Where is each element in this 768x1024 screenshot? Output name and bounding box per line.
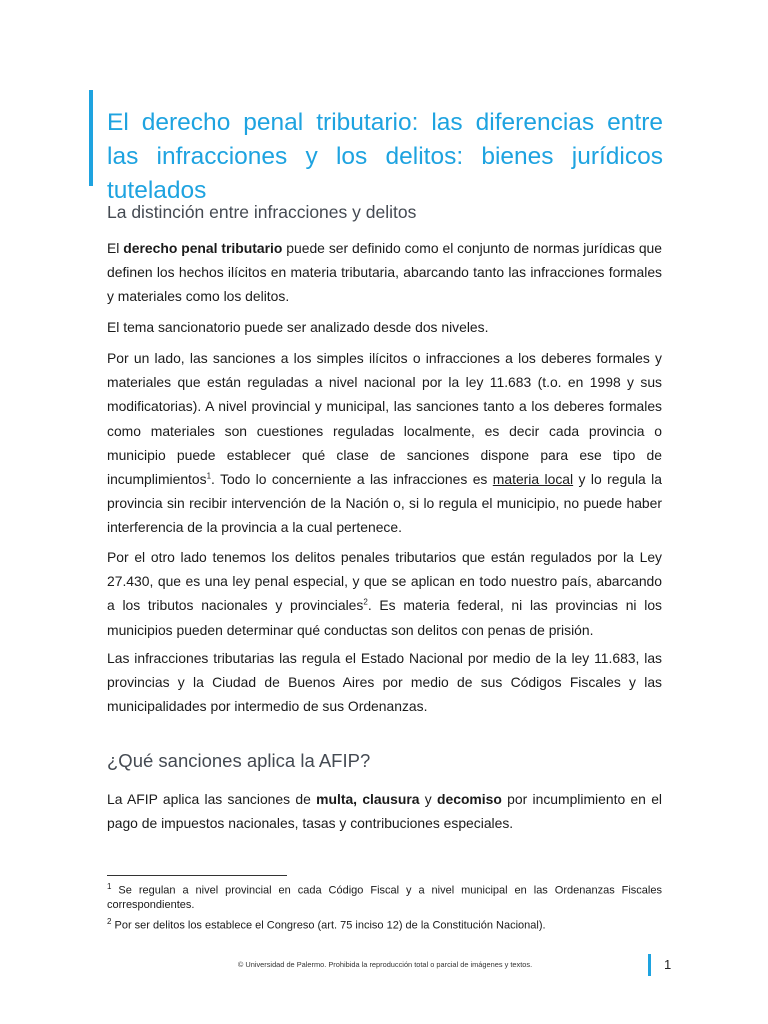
footnote-divider: [107, 875, 287, 876]
section-heading-afip: ¿Qué sanciones aplica la AFIP?: [107, 750, 371, 771]
footer-copyright: © Universidad de Palermo. Prohibida la reproducción total o parcial de imágenes y textos.: [237, 960, 533, 969]
section-heading-distincion: La distinción entre infracciones y delitos: [107, 202, 417, 222]
paragraph-regulacion: Las infracciones tributarias las regula el Estado Nacional por medio de la ley 11.683, las provincias y la Ciudad de Buenos Aires por medio de sus Códigos Fiscales y las municipalidades por intermedio de sus Ordenanzas.: [107, 650, 662, 715]
underlined-term: materia local: [492, 471, 574, 488]
footnote-ref-1[interactable]: 1: [206, 471, 212, 481]
paragraph-infracciones: Por un lado, las sanciones a los simples ilícitos o infracciones a los deberes formales y materiales que están reguladas a nivel nacional por la ley 11.683 (t.o. en 1998 y sus modificatorias). A nivel provincial y municipal, las sanciones tanto a los deberes formales como materiales son cuestiones reguladas localmente, es decir cada provincia o municipio puede establecer qué clase de sanciones dispone para ese tipo de incumplimientos$^1$. Todo lo concerniente a las infracciones es materia local y lo regula la provincia sin recibir intervención de la Nación o, si lo regula el municipio, no puede haber interferencia de la provincia a la cual pertenece.: [107, 350, 662, 536]
page-title: El derecho penal tributario: las diferencias entre las infracciones y los delitos: bienes jurídicos tutelados: [107, 109, 663, 204]
footnote-ref-2[interactable]: 2: [363, 597, 368, 607]
paragraph-sanciones-afip: La AFIP aplica las sanciones de multa, clausura y decomiso por incumplimiento en el pago de impuestos nacionales, tasas y contribuciones especiales.: [107, 791, 663, 832]
paragraph-niveles: El tema sancionatorio puede ser analizado desde dos niveles.: [107, 319, 489, 335]
page-number: 1: [664, 957, 672, 972]
footnotes: [107, 880, 662, 935]
footnote-1: $^1$ Se regulan a nivel provincial en cada Código Fiscal y a nivel municipal en las Ordenanzas Fiscales correspondientes.: [107, 882, 662, 911]
page-number-bar: [648, 954, 651, 976]
footnote-2: $^2$ Por ser delitos los establece el Congreso (art. 75 inciso 12) de la Constitución Nacional).: [107, 916, 546, 932]
bold-term: derecho penal tributario: [123, 240, 283, 256]
title-accent-bar: [89, 90, 93, 186]
paragraph-delitos: Por el otro lado tenemos los delitos penales tributarios que están regulados por la Ley 27.430, que es una ley penal especial, y que se aplican en todo nuestro país, abarcando a los tributos nacionales y provinciales$^2$. Es materia federal, ni las provincias ni los municipios pueden determinar qué conductas son delitos con penas de prisión.: [107, 549, 662, 638]
title-block: [89, 90, 669, 204]
paragraph-definicion: El derecho penal tributario puede ser definido como el conjunto de normas jurídicas que definen los hechos ilícitos en materia tributaria, abarcando tanto las infracciones formales y materiales como los delitos.: [107, 240, 663, 305]
